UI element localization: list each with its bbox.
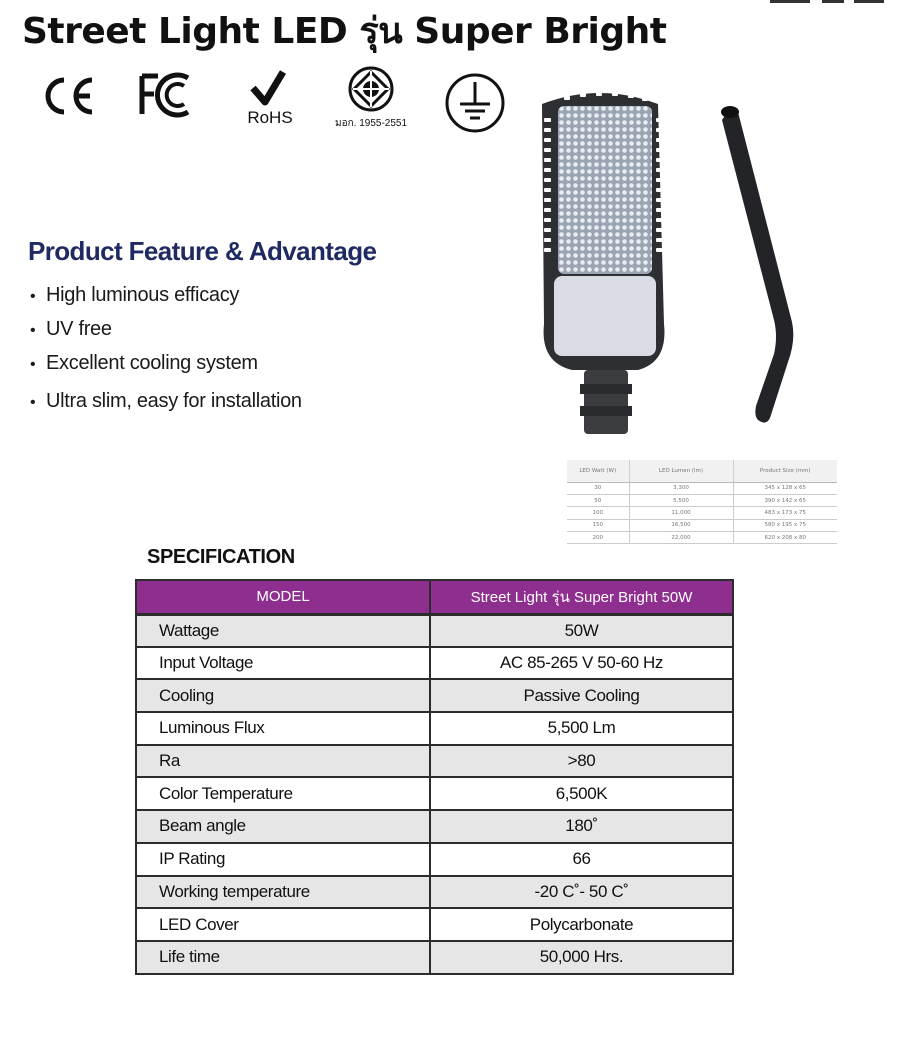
feature-item: • UV free: [30, 318, 112, 341]
spec-row: [136, 745, 733, 778]
spec-label: Color Temperature: [136, 777, 430, 810]
spec-row: [136, 941, 733, 974]
feature-item: • Ultra slim, easy for installation: [30, 390, 302, 413]
spec-label: Input Voltage: [136, 647, 430, 680]
size-table-cell: 580 x 195 x 75: [733, 519, 837, 531]
spec-label: Beam angle: [136, 810, 430, 843]
size-table-row: [567, 519, 837, 531]
spec-label: Luminous Flux: [136, 712, 430, 745]
rohs-label: RoHS: [247, 108, 293, 127]
rohs-mark-icon: [243, 68, 297, 127]
spec-label: Working temperature: [136, 876, 430, 909]
ce-mark-icon: [42, 76, 98, 120]
spec-value: 5,500 Lm: [430, 712, 733, 745]
feature-item: • High luminous efficacy: [30, 284, 239, 307]
spec-label: IP Rating: [136, 843, 430, 876]
spec-value: AC 85-265 V 50-60 Hz: [430, 647, 733, 680]
size-table-header: Product Size (mm): [733, 460, 837, 482]
size-comparison-table: [567, 460, 837, 544]
spec-value: Passive Cooling: [430, 679, 733, 712]
size-table-cell: 22,000: [629, 532, 733, 544]
fcc-mark-icon: [138, 72, 200, 122]
spec-label: LED Cover: [136, 908, 430, 941]
size-table-cell: 16,500: [629, 519, 733, 531]
spec-value: >80: [430, 745, 733, 778]
spec-value: 50W: [430, 614, 733, 647]
spec-label: Life time: [136, 941, 430, 974]
size-table-row: [567, 532, 837, 544]
feature-item: • Excellent cooling system: [30, 352, 258, 375]
spec-row: [136, 647, 733, 680]
cropped-corner-mark: [770, 0, 890, 4]
specification-title: SPECIFICATION: [147, 546, 295, 568]
size-table-cell: 50: [567, 494, 629, 506]
spec-header-model-label: MODEL: [136, 580, 430, 614]
size-table-cell: 483 x 173 x 75: [733, 507, 837, 519]
size-table-cell: 390 x 142 x 65: [733, 494, 837, 506]
size-table-header-row: [567, 460, 837, 482]
size-table-cell: 30: [567, 482, 629, 494]
spec-row: [136, 876, 733, 909]
certification-row: [0, 62, 520, 142]
spec-row: [136, 679, 733, 712]
spec-row: [136, 843, 733, 876]
spec-row: [136, 777, 733, 810]
specification-table: [135, 579, 734, 975]
spec-label: Wattage: [136, 614, 430, 647]
spec-value: 66: [430, 843, 733, 876]
page-title: Street Light LED รุ่น Super Bright: [22, 11, 667, 52]
size-table-cell: 5,500: [629, 494, 733, 506]
spec-value: 50,000 Hrs.: [430, 941, 733, 974]
spec-value: Polycarbonate: [430, 908, 733, 941]
size-table-cell: 345 x 128 x 65: [733, 482, 837, 494]
size-table-cell: 3,300: [629, 482, 733, 494]
spec-label: Cooling: [136, 679, 430, 712]
street-light-product-image: [530, 84, 680, 440]
feature-heading: Product Feature & Advantage: [28, 236, 377, 266]
size-table-header: LED Watt (W): [567, 460, 629, 482]
pole-arm-product-image: [712, 100, 812, 430]
size-table-cell: 11,000: [629, 507, 733, 519]
spec-row: [136, 810, 733, 843]
size-table-header: LED Lumen (lm): [629, 460, 733, 482]
spec-header-row: [136, 580, 733, 614]
ground-symbol-icon: [444, 72, 506, 138]
size-table-cell: 150: [567, 519, 629, 531]
tis-mark-icon: [326, 66, 416, 129]
spec-value: -20 C˚- 50 C˚: [430, 876, 733, 909]
spec-value: 180˚: [430, 810, 733, 843]
size-table-row: [567, 507, 837, 519]
spec-row: [136, 908, 733, 941]
spec-row: [136, 614, 733, 647]
size-table-cell: 620 x 208 x 80: [733, 532, 837, 544]
size-table-cell: 100: [567, 507, 629, 519]
spec-value: 6,500K: [430, 777, 733, 810]
size-table-row: [567, 482, 837, 494]
spec-row: [136, 712, 733, 745]
spec-header-model-value: Street Light รุ่น Super Bright 50W: [430, 580, 733, 614]
tis-label: มอก. 1955-2551: [334, 118, 408, 129]
size-table-cell: 200: [567, 532, 629, 544]
size-table-row: [567, 494, 837, 506]
spec-label: Ra: [136, 745, 430, 778]
